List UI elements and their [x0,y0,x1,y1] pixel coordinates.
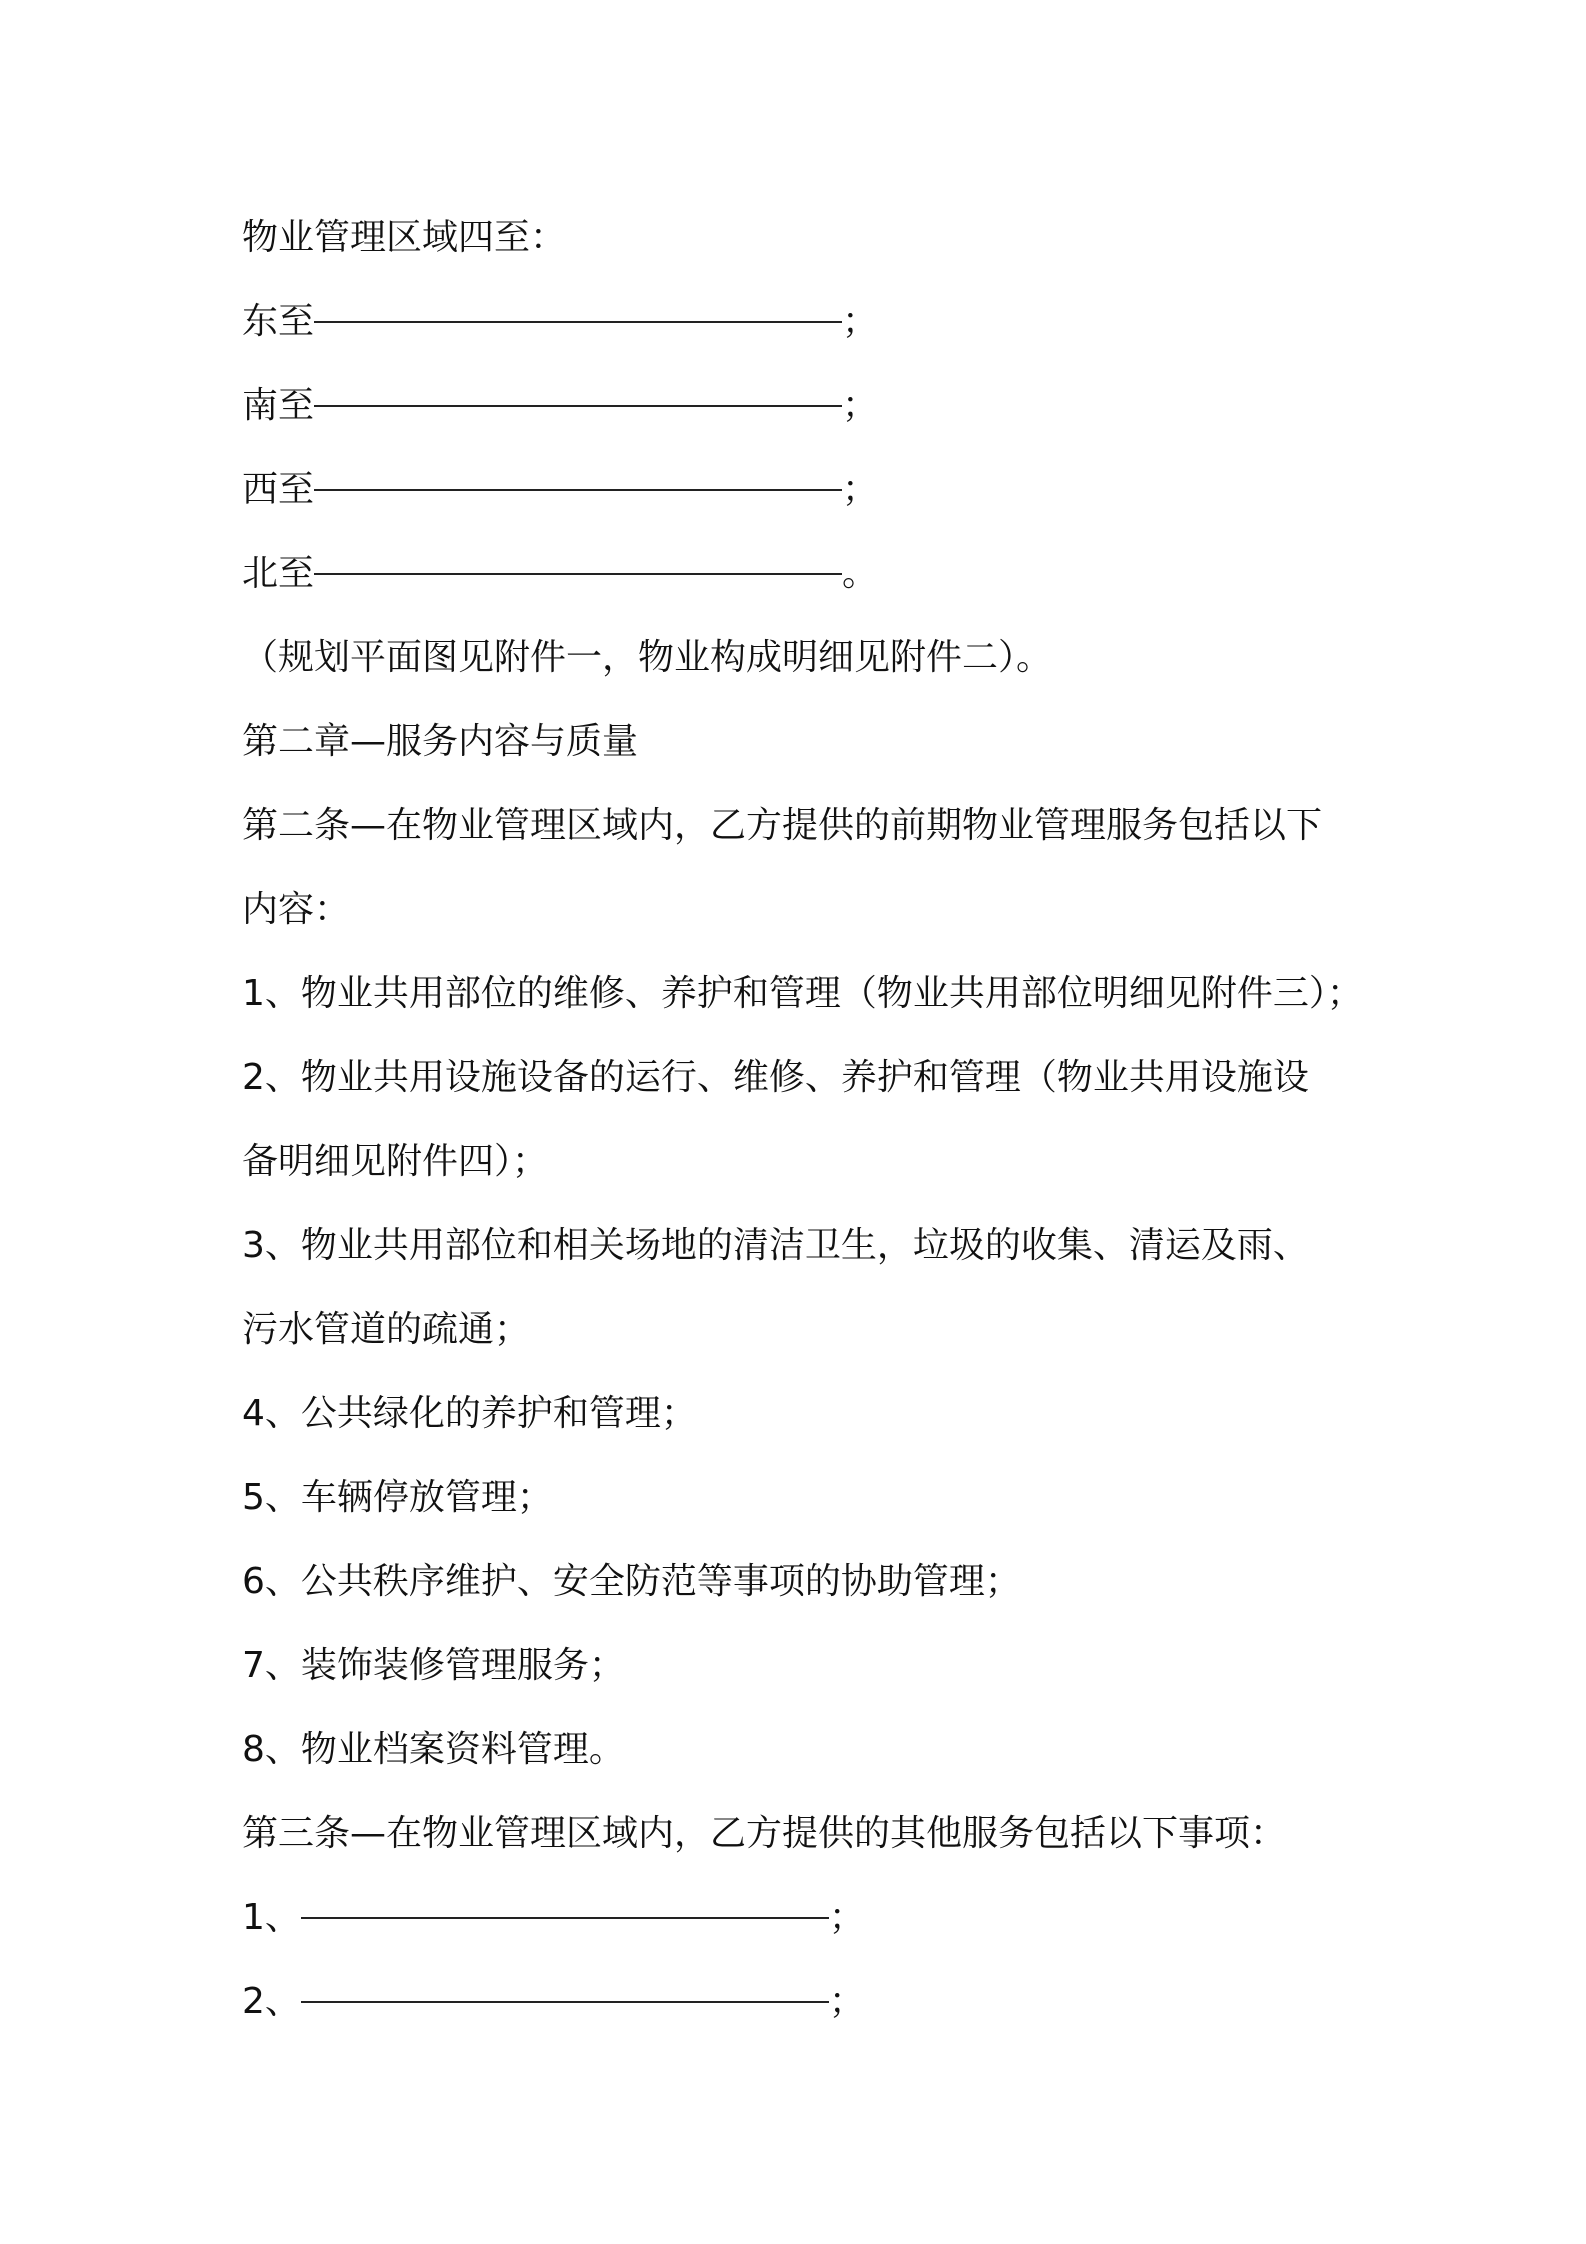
other-item-1-end: ； [828,1897,865,1938]
boundary-south-line [242,364,1362,448]
boundary-west-line [242,448,1362,532]
article-three-text: 第三条—在物业管理区域内，乙方提供的其他服务包括以下事项： [242,1813,1287,1854]
other-item-2-blank [301,2001,829,2003]
boundary-heading-text: 物业管理区域四至： [242,217,567,258]
article-two-text-1: 第二条—在物业管理区域内，乙方提供的前期物业管理服务包括以下 [242,805,1323,846]
service-item-2-line-2 [242,1120,1362,1204]
boundary-heading [242,196,1362,280]
boundary-north-line [242,532,1362,616]
chapter-two-title-text: 第二章—服务内容与质量 [242,721,639,762]
service-item-3-line-2 [242,1288,1362,1372]
article-two-line-2 [242,868,1362,952]
boundary-east-end: ； [842,301,879,342]
other-item-2-end: ； [828,1981,865,2022]
other-item-1-label: 1、 [242,1897,301,1938]
service-item-2-text-2: 备明细见附件四）； [242,1141,549,1182]
service-item-6-text: 6、公共秩序维护、安全防范等事项的协助管理； [242,1561,1021,1602]
service-item-6 [242,1540,1362,1624]
boundary-south-blank [314,405,842,407]
boundary-south-label: 南至 [242,385,315,426]
service-item-3-line-1 [242,1204,1362,1288]
service-item-2-line-1 [242,1036,1362,1120]
boundary-east-line [242,280,1362,364]
boundary-south-end: ； [842,385,879,426]
article-two-text-2: 内容： [242,889,351,930]
other-item-1-blank [301,1917,829,1919]
service-item-4 [242,1372,1362,1456]
service-item-3-text-1: 3、物业共用部位和相关场地的清洁卫生，垃圾的收集、清运及雨、 [242,1225,1309,1266]
service-item-2-text-1: 2、物业共用设施设备的运行、维修、养护和管理（物业共用设施设 [242,1057,1309,1098]
attachment-note-text: （规划平面图见附件一，物业构成明细见附件二）。 [242,637,1053,678]
boundary-north-blank [314,573,842,575]
boundary-west-label: 西至 [242,469,315,510]
attachment-note [242,616,1362,700]
service-item-1 [242,952,1362,1036]
boundary-west-end: ； [842,469,879,510]
boundary-west-blank [314,489,842,491]
service-item-7-text: 7、装饰装修管理服务； [242,1645,625,1686]
other-item-2 [242,1960,1362,2044]
service-item-5-text: 5、车辆停放管理； [242,1477,553,1518]
chapter-two-title [242,700,1362,784]
other-item-2-label: 2、 [242,1981,301,2022]
boundary-east-label: 东至 [242,301,315,342]
service-item-7 [242,1624,1362,1708]
service-item-4-text: 4、公共绿化的养护和管理； [242,1393,697,1434]
service-item-8 [242,1708,1362,1792]
boundary-north-label: 北至 [242,553,315,594]
service-item-3-text-2: 污水管道的疏通； [242,1309,531,1350]
article-two-line-1 [242,784,1362,868]
boundary-east-blank [314,321,842,323]
service-item-1-text: 1、物业共用部位的维修、养护和管理（物业共用部位明细见附件三）； [242,973,1363,1014]
service-item-5 [242,1456,1362,1540]
article-three [242,1792,1362,1876]
document-body [242,196,1362,2044]
other-item-1 [242,1876,1362,1960]
service-item-8-text: 8、物业档案资料管理。 [242,1729,625,1770]
boundary-north-end: 。 [842,553,879,594]
